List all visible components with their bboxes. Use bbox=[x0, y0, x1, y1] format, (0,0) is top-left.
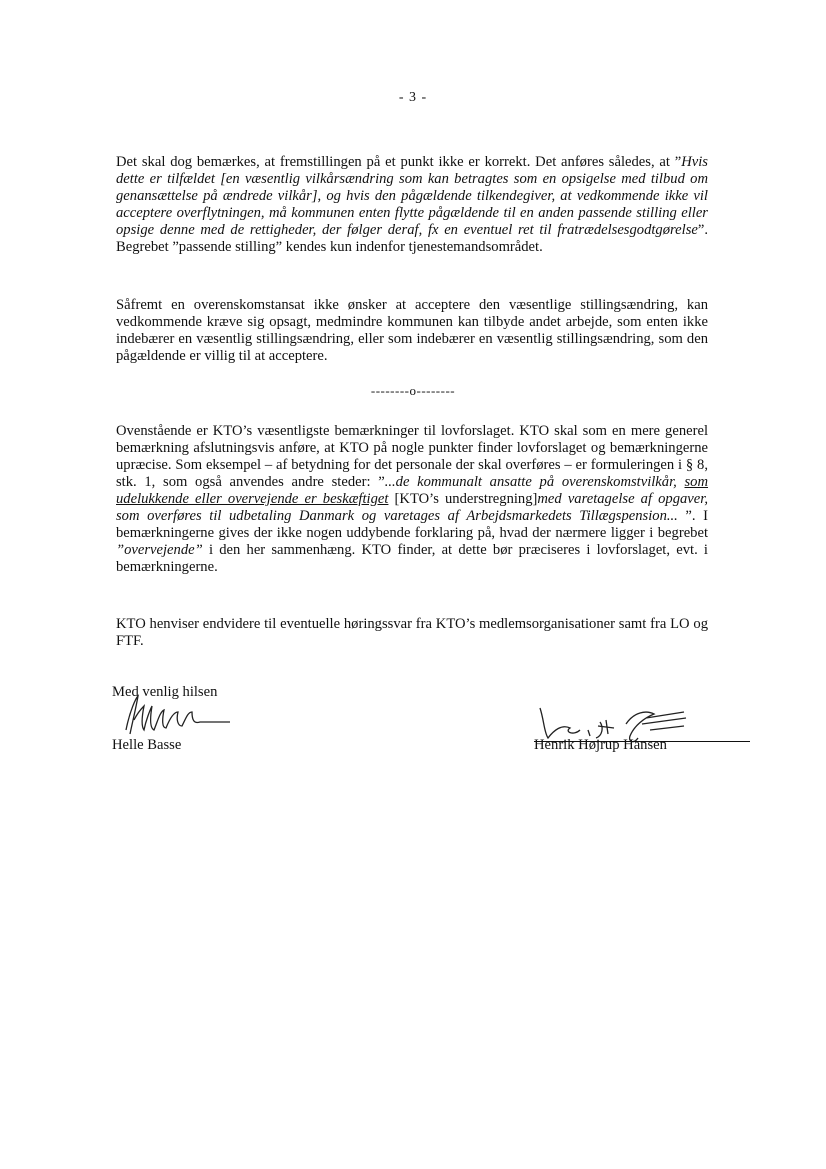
p1-quote: Hvis dette er tilfældet [en væsentlig vilkårsændring som kan betragtes som en opsigelse med tilbud om genansættelse på ændrede vilkår], og hvis den pågældende tilkendegiver, at vedkommende ikke vil acceptere overflytningen, må kommunen enten flytte pågældende til en anden passende stilling eller opsige denne med de rettigheder, der følger deraf, fx en eventuel ret til fratrædelsesgodtgørelse bbox=[116, 154, 708, 238]
signatory-left-name: Helle Basse bbox=[112, 737, 182, 753]
paragraph-correction bbox=[116, 154, 708, 256]
p3-quote-start: ...de kommunalt ansatte på overenskomstvilkår, bbox=[384, 474, 685, 490]
p3-text-h: i den her sammenhæng. KTO finder, at dette bør præciseres i lovforslaget, evt. i bemærkningerne. bbox=[116, 542, 708, 575]
paragraph-summary bbox=[116, 423, 708, 576]
signature-left-icon bbox=[108, 690, 238, 740]
p3-quote-end: med varetagelse af opgaver, som overføres til udbetaling Danmark og varetages af Arbejdsmarkedets Tillægspension... bbox=[116, 491, 708, 524]
paragraph-referral: KTO henviser endvidere til eventuelle høringssvar fra KTO’s medlemsorganisationer samt fra LO og FTF. bbox=[116, 616, 708, 649]
page-number: - 3 - bbox=[398, 90, 428, 105]
p3-text-f: ”. I bemærkningerne gives der ikke nogen uddybende forklaring på, hvad der nærmere ligger i begrebet bbox=[116, 508, 708, 541]
p3-text-d: [KTO’s understregning] bbox=[388, 491, 538, 507]
p1-text-c: ”. Begrebet ”passende stilling” kendes kun indenfor tjenestemandsområdet. bbox=[116, 222, 708, 255]
closing-greeting: Med venlig hilsen bbox=[112, 684, 218, 700]
section-separator: --------o-------- bbox=[370, 383, 456, 398]
p3-underlined-quote: som udelukkende eller overvejende er beskæftiget bbox=[116, 474, 709, 507]
signatory-right-name: Henrik Højrup Hansen bbox=[534, 737, 667, 753]
paragraph-employee-rights: Såfremt en overenskomstansat ikke ønsker at acceptere den væsentlige stillingsændring, kan vedkommende kræve sig opsagt, medmindre kommunen kan tilbyde andet arbejde, som enten ikke indebærer en væsentlig stillingsændring, eller som indebærer en væsentlig stillingsændring, som den pågældende er villig til at acceptere. bbox=[116, 297, 708, 364]
p1-text-a: Det skal dog bemærkes, at fremstillingen på et punkt ikke er korrekt. Det anføres således, at ” bbox=[116, 154, 682, 170]
p3-term: ”overvejende” bbox=[116, 542, 203, 558]
p3-text-a: Ovenstående er KTO’s væsentligste bemærkninger til lovforslaget. KTO skal som en mere generel bemærkning afslutningsvis anføre, at KTO på nogle punkter finder lovforslaget og bemærkningerne upræcise. Som eksempel – af betydning for det personale der skal overføres – er formuleringen i § 8, stk. 1, som også anvendes andre steder: ” bbox=[116, 423, 708, 490]
